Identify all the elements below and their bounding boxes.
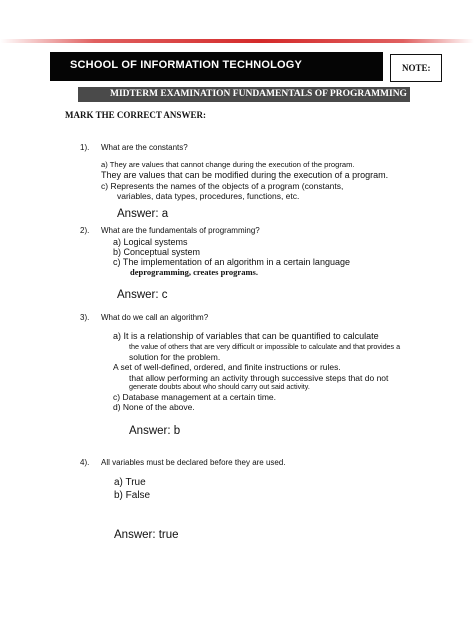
answer-text: Answer: a <box>117 208 169 220</box>
school-title: SCHOOL OF INFORMATION TECHNOLOGY <box>70 59 303 71</box>
question-text: What are the constants? <box>101 143 188 152</box>
option-line: d) None of the above. <box>113 402 195 412</box>
option-line: A set of well-defined, ordered, and finite instructions or rules. <box>113 362 341 372</box>
answer-text: Answer: true <box>114 529 179 541</box>
option-line: a) Logical systems <box>113 237 188 247</box>
question-number: 4). <box>80 458 90 467</box>
option-line: a) They are values that cannot change during the execution of the program. <box>101 160 355 169</box>
option-line: a) It is a relationship of variables that can be quantified to calculate <box>113 331 379 341</box>
note-label: NOTE: <box>402 63 431 73</box>
option-line: a) True <box>114 477 146 488</box>
instruction-heading: MARK THE CORRECT ANSWER: <box>65 110 206 120</box>
question-text: What do we call an algorithm? <box>101 313 209 322</box>
option-line: c) Database management at a certain time. <box>113 392 276 402</box>
option-line: the value of others that are very difficult or impossible to calculate and that provides a <box>129 342 401 351</box>
answer-text: Answer: c <box>117 289 168 301</box>
question-text: What are the fundamentals of programming? <box>101 226 260 235</box>
option-line: b) Conceptual system <box>113 247 201 257</box>
option-line: They are values that can be modified during the execution of a program. <box>101 170 389 180</box>
option-line: c) The implementation of an algorithm in a certain language <box>113 257 350 267</box>
header-accent-line <box>0 39 474 43</box>
question-text: All variables must be declared before they are used. <box>101 458 286 467</box>
option-line: generate doubts about who should carry out said activity. <box>129 382 310 391</box>
option-line: that allow performing an activity through successive steps that do not <box>129 373 389 383</box>
option-line: c) Represents the names of the objects of a program (constants, <box>101 181 344 191</box>
option-line: solution for the problem. <box>129 352 221 362</box>
question-number: 3). <box>80 313 90 322</box>
option-line: b) False <box>114 490 151 501</box>
exam-title: MIDTERM EXAMINATION FUNDAMENTALS OF PROGRAMMING <box>110 89 407 99</box>
answer-text: Answer: b <box>129 425 181 437</box>
option-line: variables, data types, procedures, functions, etc. <box>117 191 300 201</box>
option-line: deprogramming, creates programs. <box>130 267 258 277</box>
question-number: 1). <box>80 143 90 152</box>
question-number: 2). <box>80 226 90 235</box>
